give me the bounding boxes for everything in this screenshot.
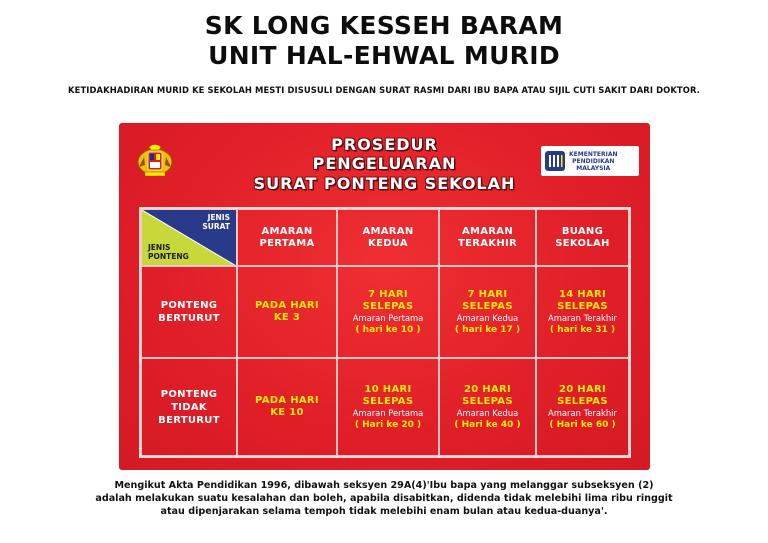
column-header-line2: SEKOLAH (555, 237, 610, 249)
cell-line2: SELEPAS (362, 395, 414, 407)
cell-line2: KE 3 (273, 312, 301, 323)
table-cell-berturut-kedua (337, 266, 439, 358)
column-header-line1: AMARAN (261, 225, 313, 237)
procedure-poster (119, 123, 650, 470)
cell-day-count: ( hari ke 17 ) (454, 324, 521, 335)
row-label-ponteng-berturut (141, 266, 237, 358)
column-header-amaran-pertama (237, 209, 337, 266)
kpm-logo-line1: KEMENTERIAN (569, 150, 618, 158)
cell-line1: 7 HARI (467, 288, 508, 300)
cell-reference: Amaran Kedua (456, 312, 519, 323)
table-cell-tidak-berturut-terakhir (439, 358, 536, 456)
cell-day-count: ( hari ke 31 ) (549, 324, 616, 335)
kpm-logo-badge (541, 146, 639, 176)
cell-line2: SELEPAS (462, 300, 513, 312)
row-label-line2: TIDAK (171, 401, 207, 413)
cell-line1: 14 HARI (558, 288, 607, 300)
cell-line1: 20 HARI (558, 383, 607, 395)
table-cell-tidak-berturut-pertama (237, 358, 337, 456)
legal-footnote-line2: adalah melakukan suatu kesalahan dan boleh, apabila disabitkan, didenda tidak melebihi lima ribu ringgit (95, 493, 673, 504)
corner-label-ponteng-2: PONTENG (148, 252, 189, 261)
cell-day-count: ( Hari ke 20 ) (354, 419, 422, 430)
cell-reference: Amaran Pertama (352, 312, 424, 323)
table-cell-tidak-berturut-kedua (337, 358, 439, 456)
kpm-logo-icon (545, 151, 565, 171)
poster-heading-line2: PENGELUARAN (312, 154, 457, 173)
corner-label-surat-2: SURAT (202, 222, 230, 231)
column-header-line2: PERTAMA (259, 237, 315, 249)
procedure-table (139, 207, 631, 458)
row-label-ponteng-tidak-berturut (141, 358, 237, 456)
cell-line2: SELEPAS (462, 395, 513, 407)
cell-line2: SELEPAS (557, 395, 608, 407)
table-corner-cell (141, 209, 237, 266)
corner-label-surat-1: JENIS (207, 213, 230, 222)
column-header-line1: AMARAN (362, 225, 414, 237)
row-label-line1: PONTENG (160, 388, 218, 400)
cell-line1: PADA HARI (255, 300, 319, 311)
row-label-line1: PONTENG (160, 300, 218, 311)
legal-footnote-line1: Mengikut Akta Pendidikan 1996, dibawah seksyen 29A(4)'Ibu bapa yang melanggar subseksyen (2) (114, 480, 654, 491)
table-cell-berturut-terakhir (439, 266, 536, 358)
cell-line1: PADA HARI (255, 395, 319, 406)
cell-reference: Amaran Pertama (352, 407, 424, 418)
school-name-title: SK LONG KESSEH BARAM (204, 11, 564, 40)
cell-reference: Amaran Terakhir (548, 312, 617, 323)
cell-line2: SELEPAS (362, 300, 414, 312)
cell-day-count: ( Hari ke 40 ) (454, 419, 521, 430)
unit-title: UNIT HAL-EHWAL MURID (208, 41, 560, 70)
cell-line1: 7 HARI (368, 288, 408, 300)
absence-notice: KETIDAKHADIRAN MURID KE SEKOLAH MESTI DISUSULI DENGAN SURAT RASMI DARI IBU BAPA ATAU SIJIL CUTI SAKIT DARI DOKTOR. (68, 85, 700, 95)
column-header-amaran-kedua (337, 209, 439, 266)
table-cell-berturut-pertama (237, 266, 337, 358)
column-header-line1: AMARAN (461, 225, 514, 237)
table-cell-berturut-buang (536, 266, 629, 358)
poster-heading-line1: PROSEDUR (331, 135, 438, 154)
cell-reference: Amaran Kedua (456, 407, 519, 418)
cell-line2: KE 10 (270, 407, 304, 418)
cell-day-count: ( hari ke 10 ) (355, 324, 421, 335)
cell-reference: Amaran Terakhir (548, 407, 617, 418)
column-header-amaran-terakhir (439, 209, 536, 266)
cell-line2: SELEPAS (557, 300, 608, 312)
column-header-line2: TERAKHIR (457, 237, 518, 249)
cell-line1: 20 HARI (463, 383, 512, 395)
table-cell-tidak-berturut-buang (536, 358, 629, 456)
legal-footnote-line3: atau dipenjarakan selama tempoh tidak melebihi enam bulan atau kedua-duanya'. (160, 506, 608, 517)
row-label-line2: BERTURUT (158, 313, 220, 324)
poster-heading-line3: SURAT PONTENG SEKOLAH (253, 174, 516, 193)
column-header-buang-sekolah (536, 209, 629, 266)
row-label-line3: BERTURUT (158, 414, 220, 426)
cell-day-count: ( Hari ke 60 ) (549, 419, 616, 430)
corner-label-ponteng-1: JENIS (148, 243, 171, 252)
column-header-line2: KEDUA (368, 237, 408, 249)
legal-footnote (0, 479, 768, 518)
kpm-logo-line3: MALAYSIA (576, 164, 611, 172)
column-header-line1: BUANG (561, 225, 604, 237)
cell-line1: 10 HARI (364, 383, 412, 395)
kpm-logo-line2: PENDIDIKAN (572, 157, 615, 165)
